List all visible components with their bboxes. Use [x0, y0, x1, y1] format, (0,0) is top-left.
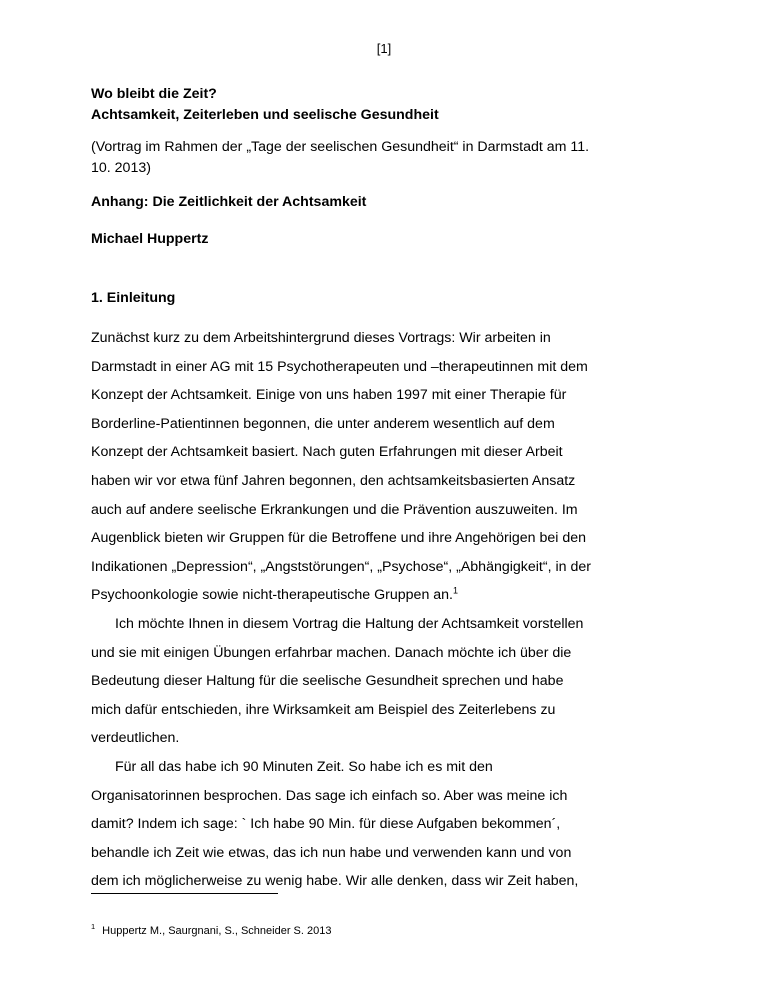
author-name: Michael Huppertz — [91, 231, 209, 247]
title-line-2: Achtsamkeit, Zeiterleben und seelische Gesundheit — [91, 107, 439, 123]
footnote-mark: 1 — [91, 922, 96, 932]
title-line-1: Wo bleibt die Zeit? — [91, 86, 217, 102]
footnote — [91, 924, 331, 938]
document-title — [91, 84, 591, 126]
document-body — [91, 84, 591, 896]
appendix-heading: Anhang: Die Zeitlichkeit der Achtsamkeit — [91, 194, 367, 210]
paragraph-1 — [91, 324, 591, 610]
section-heading: 1. Einleitung — [91, 290, 176, 306]
paragraph-3: Für all das habe ich 90 Minuten Zeit. So habe ich es mit den Organisatorinnen besprochen. Das sage ich einfach so. Aber was meine ich damit? Indem ich sage: ` Ich habe 90 Min. für diese Aufgaben bekommen´, behandle ich Zeit wie etwas, das ich nun habe und verwenden kann und von dem ich möglicherweise zu wenig habe. Wir alle denken, dass wir Zeit haben, — [91, 758, 579, 890]
paragraph-1-text: Zunächst kurz zu dem Arbeitshintergrund dieses Vortrags: Wir arbeiten in Darmstadt in einer AG mit 15 Psychotherapeuten und –therapeutinnen mit dem Konzept der Achtsamkeit. Einige von uns haben 1997 mit einer Therapie für Borderline-Patientinnen begonnen, die unter anderem wesentlich auf dem Konzept der Achtsamkeit basiert. Nach guten Erfahrungen mit dieser Arbeit haben wir vor etwa fünf Jahren begonnen, den achtsamkeitsbasierten Ansatz auch auf andere seelische Erkrankungen und die Prävention auszuweiten. Im Augenblick bieten wir Gruppen für die Betroffene und ihre Angehörigen bei den Indikationen „Depression“, „Angststörungen“, „Psychose“, „Abhängigkeit“, in der Psychoonkologie sowie nicht-therapeutische Gruppen an. — [91, 330, 591, 604]
footnote-divider — [91, 893, 278, 894]
lecture-note: (Vortrag im Rahmen der „Tage der seelischen Gesundheit“ in Darmstadt am 11. 10. 2013) — [91, 139, 590, 176]
page-number: [1] — [376, 41, 392, 56]
footnote-text: Huppertz M., Saurgnani, S., Schneider S. 2013 — [102, 925, 332, 937]
footnote-reference[interactable]: 1 — [453, 585, 459, 596]
paragraph-2: Ich möchte Ihnen in diesem Vortrag die Haltung der Achtsamkeit vorstellen und sie mit einigen Übungen erfahrbar machen. Danach möchte ich über die Bedeutung dieser Haltung für die seelische Gesundheit sprechen und habe mich dafür entschieden, ihre Wirksamkeit am Beispiel des Zeiterlebens zu verdeutlichen. — [91, 615, 584, 747]
body-text — [91, 324, 591, 896]
